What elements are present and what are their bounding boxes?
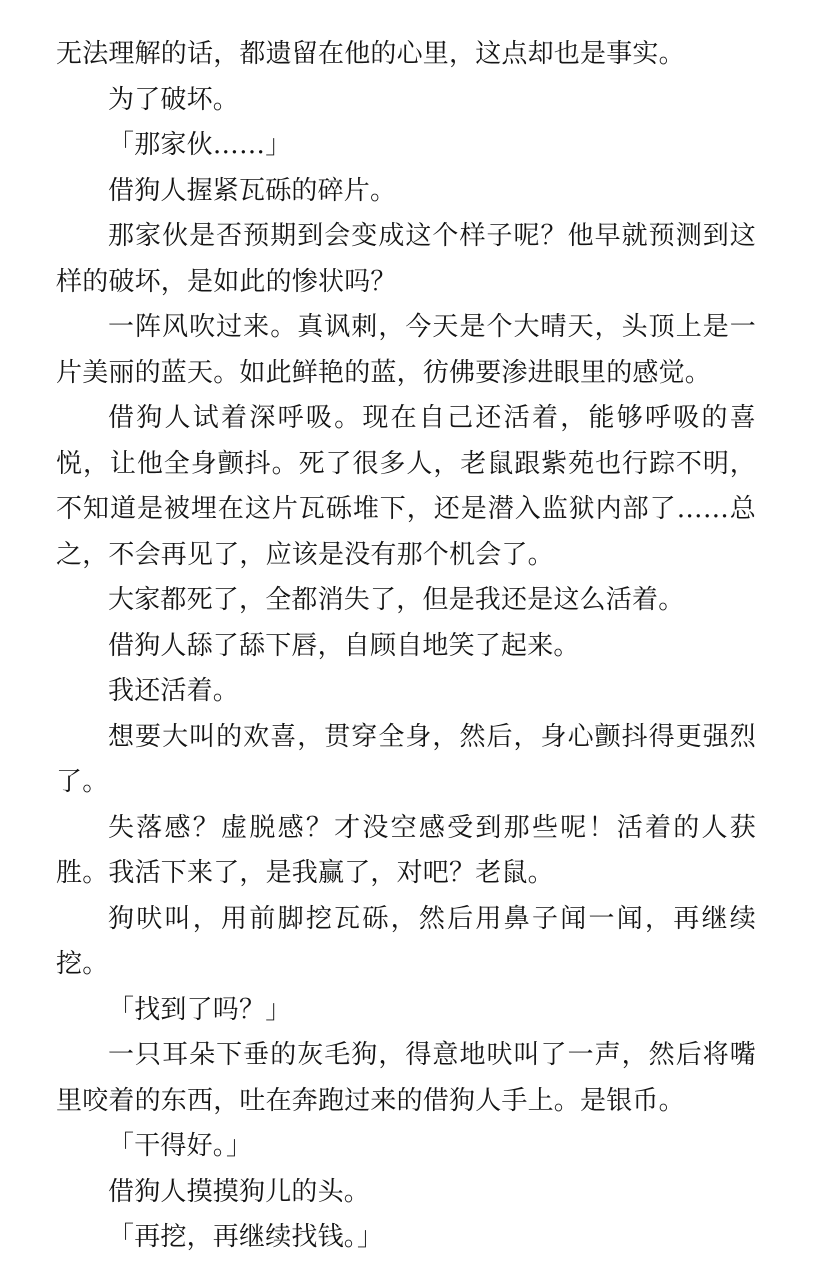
paragraph: 借狗人试着深呼吸。现在自己还活着，能够呼吸的喜悦，让他全身颤抖。死了很多人，老鼠跟紫苑也行踪不明，不知道是被埋在这片瓦砾堆下，还是潜入监狱内部了……总之，不会再见了，应该是没有那个机会了。 <box>56 403 756 570</box>
paragraph: 失落感？虚脱感？才没空感受到那些呢！活着的人获胜。我活下来了，是我赢了，对吧？老鼠。 <box>56 812 756 888</box>
paragraph: 想要大叫的欢喜，贯穿全身，然后，身心颤抖得更强烈了。 <box>56 721 756 797</box>
paragraph: 无法理解的话，都遗留在他的心里，这点却也是事实。 <box>56 39 685 69</box>
paragraph: 「那家伙……」 <box>108 130 292 160</box>
paragraph: 「找到了吗？」 <box>108 994 292 1025</box>
paragraph: 狗吠叫，用前脚挖瓦砾，然后用鼻子闻一闻，再继续挖。 <box>56 903 756 979</box>
paragraph: 一只耳朵下垂的灰毛狗，得意地吠叫了一声，然后将嘴里咬着的东西，吐在奔跑过来的借狗人手上。是银币。 <box>56 1040 756 1116</box>
paragraph: 一阵风吹过来。真讽刺，今天是个大晴天，头顶上是一片美丽的蓝天。如此鲜艳的蓝，彷佛要渗进眼里的感觉。 <box>56 312 756 388</box>
paragraph: 借狗人握紧瓦砾的碎片。 <box>108 175 397 206</box>
paragraph: 借狗人摸摸狗儿的头。 <box>108 1176 371 1207</box>
paragraph: 大家都死了，全都消失了，但是我还是这么活着。 <box>108 585 685 615</box>
paragraph: 借狗人舔了舔下唇，自顾自地笑了起来。 <box>108 630 580 661</box>
paragraph: 那家伙是否预期到会变成这个样子呢？他早就预测到这样的破坏，是如此的惨状吗？ <box>56 221 756 297</box>
paragraph: 「干得好。」 <box>108 1131 253 1161</box>
book-page <box>56 32 756 1261</box>
paragraph: 我还活着。 <box>108 676 240 706</box>
paragraph: 为了破坏。 <box>108 84 240 115</box>
paragraph: 「再挖，再继续找钱。」 <box>108 1222 384 1252</box>
